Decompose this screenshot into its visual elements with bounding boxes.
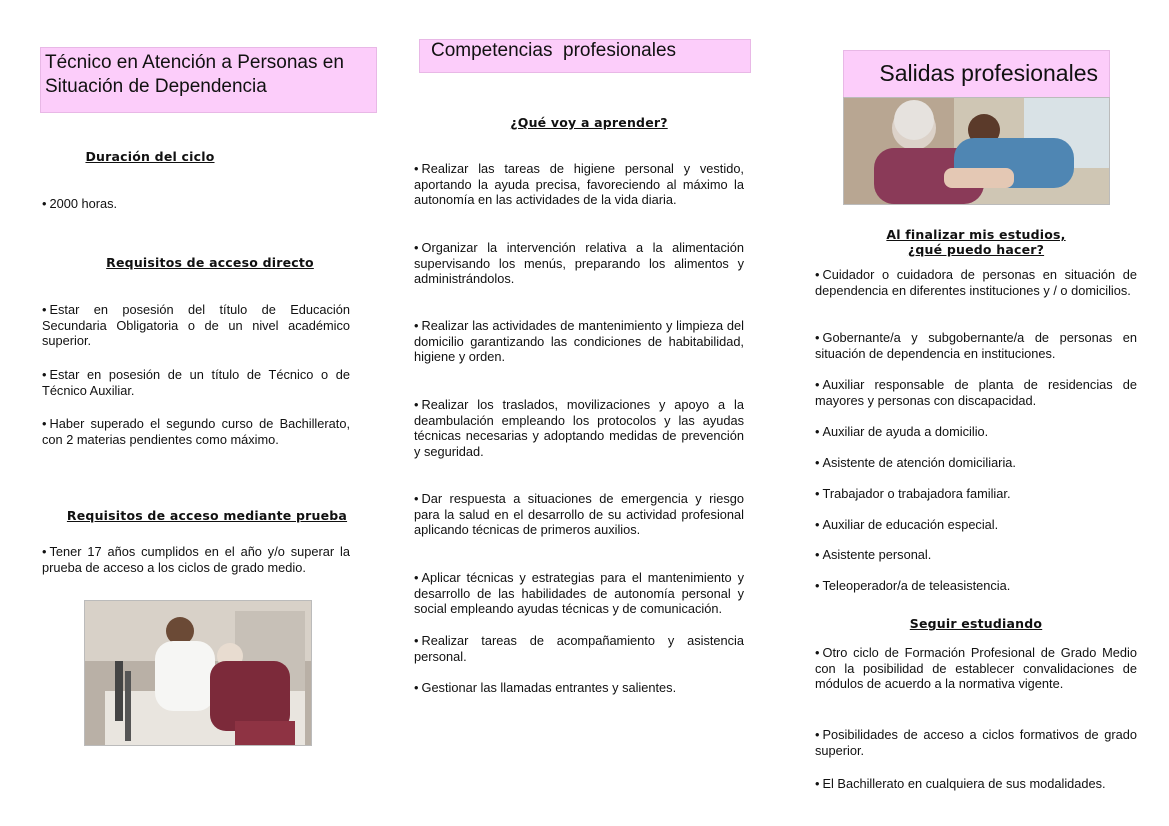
al-finalizar-heading bbox=[820, 227, 1132, 257]
requisitos-directo-heading: Requisitos de acceso directo bbox=[106, 255, 314, 270]
competencia-item: • Realizar las tareas de higiene personal y vestido, aportando la ayuda precisa, favoreciendo al máximo la autonomía en las actividades de la vida diaria. bbox=[414, 161, 744, 208]
duracion-heading: Duración del ciclo bbox=[85, 149, 215, 164]
right-title-box bbox=[843, 50, 1110, 98]
salida-item: • Asistente personal. bbox=[815, 547, 1137, 563]
requisito-directo-item: • Estar en posesión de un título de Técnico o de Técnico Auxiliar. bbox=[42, 367, 350, 398]
requisito-directo-item: • Estar en posesión del título de Educación Secundaria Obligatoria o de un nivel académico superior. bbox=[42, 302, 350, 349]
salida-item: • Auxiliar responsable de planta de residencias de mayores y personas con discapacidad. bbox=[815, 377, 1137, 408]
seguir-item: • El Bachillerato en cualquiera de sus modalidades. bbox=[815, 776, 1137, 792]
salida-item: • Auxiliar de educación especial. bbox=[815, 517, 1137, 533]
competencia-item: • Organizar la intervención relativa a la alimentación supervisando los menús, preparando los alimentos y administrándolos. bbox=[414, 240, 744, 287]
competencia-item: • Dar respuesta a situaciones de emergencia y riesgo para la salud en el desarrollo de su actividad profesional aplicando técnicas de primeros auxilios. bbox=[414, 491, 744, 538]
right-title: Salidas profesionales bbox=[879, 60, 1098, 86]
al-finalizar-heading-line1: Al finalizar mis estudios, bbox=[886, 227, 1066, 242]
middle-title-box bbox=[419, 39, 751, 73]
salida-item: • Teleoperador/a de teleasistencia. bbox=[815, 578, 1137, 594]
requisitos-prueba-heading: Requisitos de acceso mediante prueba bbox=[66, 508, 348, 523]
caregiver-photo bbox=[84, 600, 312, 746]
left-title-box bbox=[40, 47, 377, 113]
competencia-item: • Aplicar técnicas y estrategias para el mantenimiento y desarrollo de las habilidades de autonomía personal y social empleando ayudas técnicas y de comunicación. bbox=[414, 570, 744, 617]
competencia-item: • Gestionar las llamadas entrantes y salientes. bbox=[414, 680, 744, 696]
al-finalizar-heading-line2: ¿qué puedo hacer? bbox=[907, 242, 1045, 257]
competencia-item: • Realizar tareas de acompañamiento y asistencia personal. bbox=[414, 633, 744, 664]
competencia-item: • Realizar los traslados, movilizaciones y apoyo a la deambulación empleando los protocolos y las ayudas técnicas necesarias y adoptando medidas de prevención y seguridad. bbox=[414, 397, 744, 459]
competencia-item: • Realizar las actividades de mantenimiento y limpieza del domicilio garantizando las condiciones de habitabilidad, higiene y orden. bbox=[414, 318, 744, 365]
salida-item: • Trabajador o trabajadora familiar. bbox=[815, 486, 1137, 502]
elderly-care-photo bbox=[843, 97, 1110, 205]
left-title: Técnico en Atención a Personas en Situación de Dependencia bbox=[45, 52, 344, 97]
caregiver-photo-illustration bbox=[85, 601, 311, 745]
duracion-item: • 2000 horas. bbox=[42, 196, 348, 212]
elderly-care-photo-illustration bbox=[844, 98, 1109, 204]
seguir-item: • Posibilidades de acceso a ciclos formativos de grado superior. bbox=[815, 727, 1137, 758]
salida-item: • Gobernante/a y subgobernante/a de personas en situación de dependencia en instituciones. bbox=[815, 330, 1137, 361]
requisito-directo-item: • Haber superado el segundo curso de Bachillerato, con 2 materias pendientes como máximo. bbox=[42, 416, 350, 447]
salida-item: • Asistente de atención domiciliaria. bbox=[815, 455, 1137, 471]
salida-item: • Cuidador o cuidadora de personas en situación de dependencia en diferentes instituciones y / o domicilios. bbox=[815, 267, 1137, 298]
seguir-item: • Otro ciclo de Formación Profesional de Grado Medio con la posibilidad de establecer convalidaciones de módulos de acuerdo a la normativa vigente. bbox=[815, 645, 1137, 692]
salida-item: • Auxiliar de ayuda a domicilio. bbox=[815, 424, 1137, 440]
que-voy-aprender-heading: ¿Qué voy a aprender? bbox=[510, 115, 668, 130]
seguir-estudiando-heading: Seguir estudiando bbox=[909, 616, 1043, 631]
requisito-prueba-item: • Tener 17 años cumplidos en el año y/o superar la prueba de acceso a los ciclos de grado medio. bbox=[42, 544, 350, 575]
middle-title: Competencias profesionales bbox=[431, 40, 677, 61]
